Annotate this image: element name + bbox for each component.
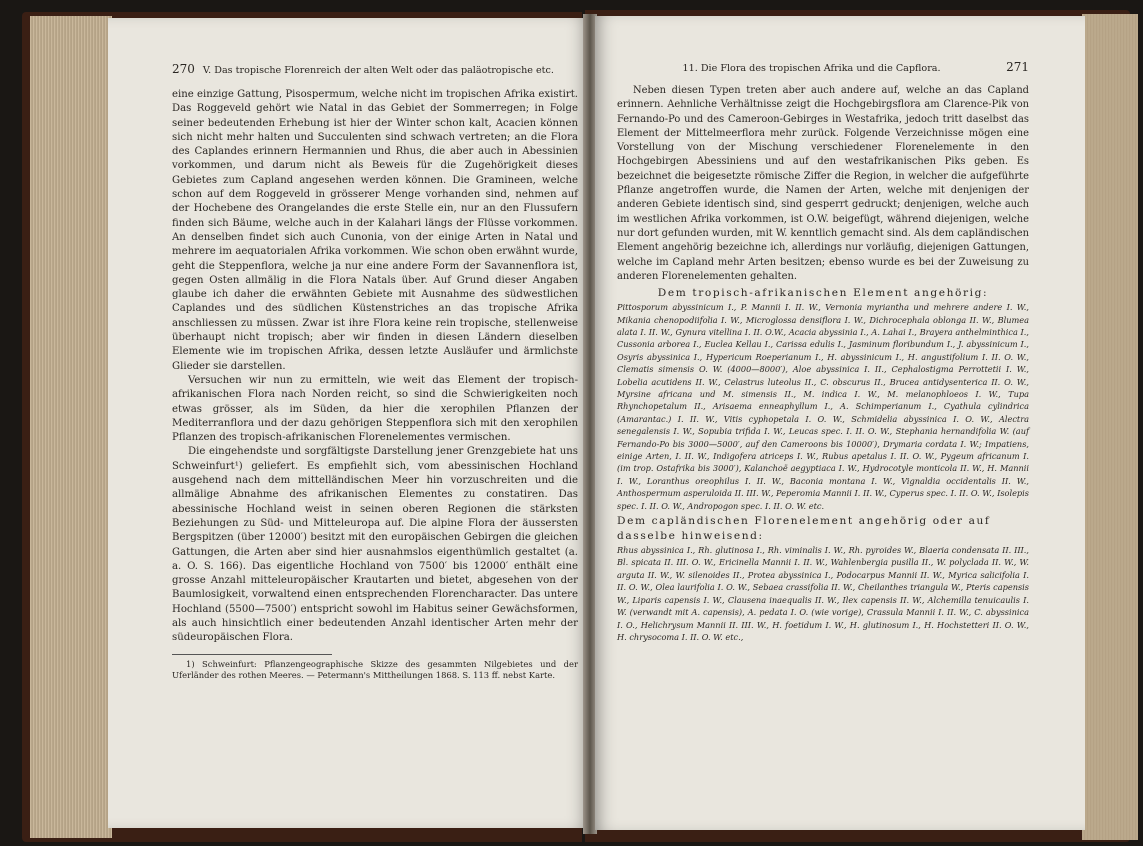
left-page (108, 18, 588, 828)
right-page (595, 16, 1085, 830)
footnote-rule (172, 654, 332, 655)
tropical-species-list: Pittosporum abyssinicum I., P. Mannii I. II. W., Vernonia myriantha und mehrere andere I. W., Mikania chenopodiifolia I. W., Microglossa densiflora I. W., Dichrocephala oblonga II. W., Blumea alata I. II. W., Gynura vitellina I. II. O.W., Acacia abyssinia I., A. Lahai I., Brayera anthelminthica I., Cussonia arborea I., Euclea Kellau I., Carissa edulis I., Jasminum floribundum I., J. abyssinicum I., Osyris abyssinica I., Hypericum Roeperianum I., H. abyssinicum I., H. angustifolium I. II. O. W., Clematis simensis O. W. (4000—8000′), Aloe abyssinica I. II., Cephalostigma Perrottetii I. W., Lobelia acutidens II. W., Celastrus luteolus II., C. obscurus II., Brucea antidysenterica II. O. W., Myrsine africana und M. simensis II., M. indica I. W., M. melanophloeos I. W., Tupa Rhynchopetalum II., Arisaema enneaphyllum I., A. Schimperianum I., Cyathula cylindrica (Amarantac.) I. II. W., Vitis cyphopetala I. O. W., Schmidelia abyssinica I. O. W., Alectra senegalensis I. W., Sopubia trifida I. W., Leucas spec. I. II. O. W., Stephania hernandifolia W. (auf Fernando-Po bis 3000—5000′, auf den Cameroons bis 10000′), Drymaria cordata I. W.; Impatiens, einige Arten, I. II. W., Indigofera atriceps I. W., Rubus apetalus I. II. O. W., Pygeum africanum I. (im trop. Ostafrika bis 3000′), Kalanchoë aegyptiaca I. W., Hydrocotyle monticola II. W., H. Mannii I. W., Loranthus oreophilus I. II. W., Baconia montana I. W., Vignaldia occidentalis II. W., Anthospermum asperuloida II. III. W., Peperomia Mannii I. II. W., Cyperus spec. I. II. O. W., Isolepis spec. I. II. O. W., Andropogon spec. I. II. O. W. etc. (617, 302, 1029, 511)
cape-species-list: Rhus abyssinica I., Rh. glutinosa I., Rh. viminalis I. W., Rh. pyroides W., Blaeria condensata II. III., Bl. spicata II. III. O. W., Ericinella Mannii I. II. W., Wahlenbergia pusilla II., W. polyclada II. W., W. arguta II. W., W. silenoides II., Protea abyssinica I., Podocarpus Mannii II. W., Myrica salicifolia I. II. O. W., Olea laurifolia I. O. W., Sebaea crassifolia II. W., Cheilanthes triangula W., Pteris capensis W., Liparis capensis I. W., Clausena inaequalis II. W., Ilex capensis II. W., Alchemilla tenuicaulis I. W. (verwandt mit A. capensis), A. pedata I. O. (wie vorige), Crassula Mannii I. II. W., C. abyssinica I. O., Helichrysum Mannii II. III. W., H. foetidum I. W., H. glutinosum I., H. Hochstetteri II. O. W., H. chrysocoma I. II. O. W. etc., (617, 545, 1029, 642)
right-body-text (617, 84, 1029, 643)
left-footnote: 1) Schweinfurt: Pflanzengeographische Skizze des gesammten Nilgebietes und der Uferländer des rothen Meeres. — Petermann's Mittheilungen 1868. S. 113 ff. nebst Karte. (172, 658, 578, 681)
left-running-head: V. Das tropische Florenreich der alten Welt oder das paläotropische etc. (202, 65, 554, 76)
left-paragraph-3: Die eingehendste und sorgfältigste Darstellung jener Grenzgebiete hat uns Schweinfurt¹) geliefert. Es empfiehlt sich, vom abessinischen Hochland ausgehend nach dem mittelländischen Meer hin vorzuschreiten und die allmälige Abnahme des afrikanischen Elementes zu constatiren. Das abessinische Hochland weist in seinen oberen Regionen die stärksten Beziehungen zu Süd- und Mitteleuropa auf. Die alpine Flora der äussersten Bergspitzen (über 12000′) besitzt mit den europäischen Gebirgen die gleichen Gattungen, die Arten aber sind hier ausnahmslos eigenthümlich gestaltet (a. a. O. S. 166). Das eigentliche Hochland von 7500′ bis 12000′ enthält eine grosse Anzahl mitteleuropäischer Krautarten und bietet, abgesehen von der Baumlosigkeit, vorwaltend einen entsprechenden Florencharacter. Das untere Hochland (5500—7500′) entspricht sowohl im Habitus seiner Gewächsformen, als auch hinsichtlich einer bedeutenden Anzahl identischer Arten mehr der südeuropäischen Flora. (172, 446, 578, 644)
right-page-edges (1082, 14, 1138, 840)
section-heading-cape: Dem capländischen Florenelement angehörig oder auf dasselbe hinweisend: (617, 515, 991, 543)
right-intro-paragraph: Neben diesen Typen treten aber auch andere auf, welche an das Capland erinnern. Aehnliche Verhältnisse zeigt die Hochgebirgsflora am Clarence-Pik von Fernando-Po und des Cameroon-Gebirges in Westafrika, jedoch tritt daselbst das Element der Mittelmeerflora mehr zurück. Folgende Verzeichnisse mögen eine Vorstellung von der Mischung verschiedener Florenelemente in den Hochgebirgen Abessiniens und auf den westafrikanischen Piks geben. Es bezeichnet die beigesetzte römische Ziffer die Region, in welcher die aufgeführte Pflanze angetroffen wurde, die Namen der Arten, welche mit denjenigen der anderen Gebiete identisch sind, sind gesperrt gedruckt; denjenigen, welche auch im westlichen Afrika vorkommen, ist O.W. beigefügt, während diejenigen, welche nur dort gefunden wurden, mit W. kenntlich gemacht sind. Als dem capländischen Element angehörig bezeichne ich, allerdings nur vorläufig, diejenigen Gattungen, welche im Capland mehr Arten besitzen; ebenso wurde es bei der Zuweisung zu anderen Florenelementen gehalten. (617, 85, 1029, 282)
left-paragraph-1: eine einzige Gattung, Pisospermum, welche nicht im tropischen Afrika existirt. Das Roggeveld gehört wie Natal in das Gebiet der Sommerregen; in Folge seiner bedeutenden Erhebung ist hier der Winter schon kalt, Acacien können sich nicht mehr halten und Succulenten sind schwach vertreten; an die Flora des Caplandes erinnern Hermannien und Rhus, die aber auch in Abessinien vorkommen, und darum nicht als Beweis für die Zugehörigkeit dieses Gebietes zum Capland angesehen werden können. Die Gramineen, welche schon auf dem Roggeveld in grösserer Menge vorhanden sind, nehmen auf der Hochebene des Orangelandes die erste Stelle ein, nur an den Flussufern finden sich Bäume, welche auch in der Kalahari längs der Flüsse vorkommen. An denselben findet sich auch Cunonia, von der einige Arten in Natal und mehrere im aequatorialen Afrika vorkommen. Wie schon oben erwähnt wurde, geht die Steppenflora, welche ja nur eine andere Form der Savannenflora ist, gegen Osten allmälig in die Flora Natals über. Auf Grund dieser Angaben glaube ich daher die erwähnten Gebiete mit Ausnahme des südwestlichen Caplandes und des südlichen Küstenstriches an das tropische Afrika anschliessen zu müssen. Zwar ist ihre Flora keine rein tropische, stellenweise überhaupt nicht tropisch; aber wir finden in diesen Ländern dieselben Elemente wie im tropischen Afrika, dessen letzte Ausläufer und ärmlichste Glieder sie darstellen. (172, 89, 578, 372)
section-heading-tropical: Dem tropisch-afrikanischen Element angehörig: (657, 287, 989, 300)
right-running-head: 11. Die Flora des tropischen Afrika und die Capflora. (682, 63, 941, 74)
right-running-header (617, 60, 1029, 74)
left-body-text (172, 88, 578, 646)
left-page-edges (30, 16, 112, 838)
right-page-number: 271 (1006, 60, 1029, 74)
left-paragraph-2: Versuchen wir nun zu ermitteln, wie weit das Element der tropisch-afrikanischen Flora nach Norden reicht, so sind die Schwierigkeiten noch etwas grösser, als im Süden, da hier die xerophilen Pflanzen der Mediterranflora und der dazu gehörigen Steppenflora sich mit den xerophilen Pflanzen des tropisch-afrikanischen Florenelementes vermischen. (172, 374, 578, 444)
left-page-number: 270 (172, 62, 195, 76)
left-running-header (172, 62, 578, 76)
